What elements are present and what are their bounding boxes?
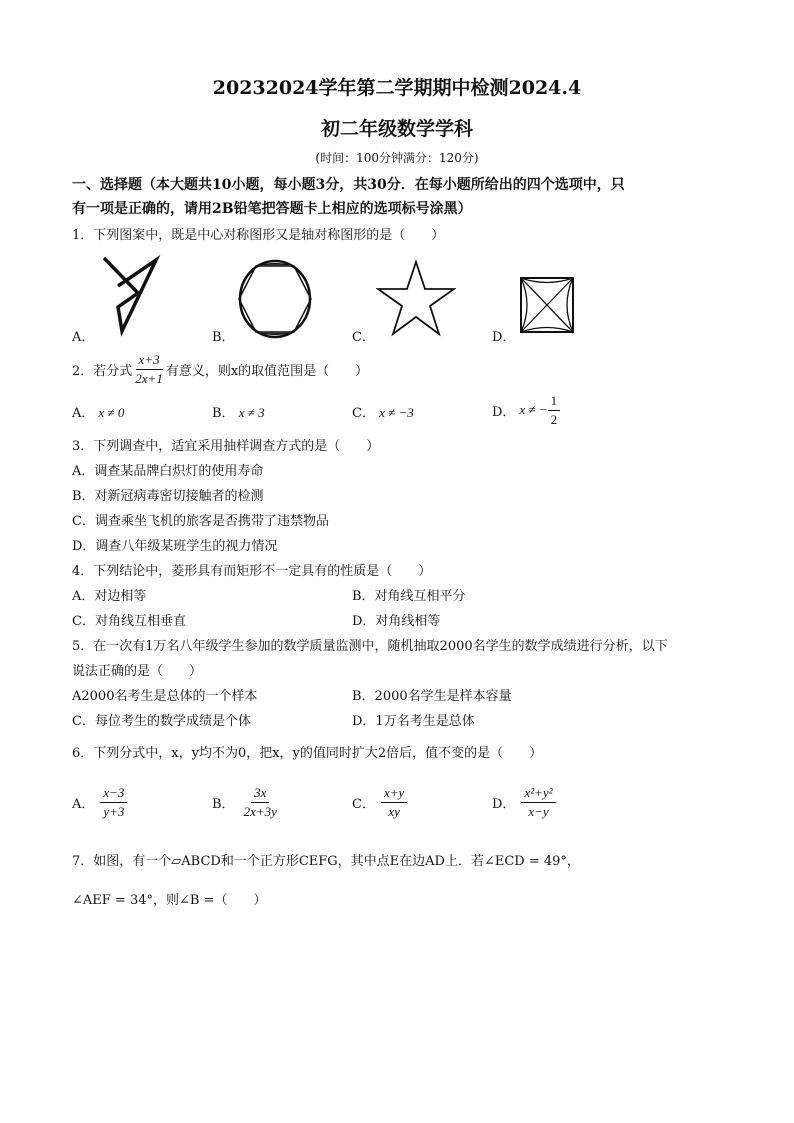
q3-stem: 3．下列调查中，适宜采用抽样调查方式的是（ ） xyxy=(72,439,380,454)
q6-option-c xyxy=(352,782,407,822)
q2-fraction xyxy=(132,353,166,385)
q2-option-d-text: x ≠ − xyxy=(519,402,548,417)
q2-option-b xyxy=(212,402,265,421)
q6-option-b-fraction xyxy=(241,786,280,818)
exam-meta: (时间：100分钟满分：120分) xyxy=(315,151,479,165)
section-heading-line1: 一、选择题（本大题共10小题，每小题3分，共30分．在每小题所给出的四个选项中，只 xyxy=(72,177,625,193)
q2-option-c xyxy=(352,402,414,421)
q6-option-c-fraction xyxy=(381,786,407,818)
q6-option-a-numerator: x−3 xyxy=(100,786,127,803)
q6-option-b-denominator: 2x+3y xyxy=(243,803,277,819)
q2-option-c-label: C． xyxy=(352,406,375,421)
q2-option-b-label: B． xyxy=(212,406,235,421)
q6-option-d-fraction xyxy=(521,786,555,818)
q2-option-d-denominator: 2 xyxy=(550,411,558,427)
q5-option-d: D．1万名考生是总体 xyxy=(352,714,475,729)
q6-option-c-numerator: x+y xyxy=(381,786,407,803)
q5-stem-line2: 说法正确的是（ ） xyxy=(72,664,203,679)
q6-option-b-label: B． xyxy=(212,796,235,812)
q6-option-b-numerator: 3x xyxy=(251,786,269,803)
q6-option-a xyxy=(72,782,127,822)
q5-stem-line1: 5．在一次有1万名八年级学生参加的数学质量监测中，随机抽取2000名学生的数学成绩进行分析，以下 xyxy=(72,639,668,654)
q4-option-a: A．对边相等 xyxy=(72,589,147,604)
q2-stem-suffix: 有意义，则x的取值范围是（ ） xyxy=(165,363,369,379)
q3-option-d: D．调查八年级某班学生的视力情况 xyxy=(72,539,278,554)
q3-option-a: A．调查某品牌白炽灯的使用寿命 xyxy=(72,464,264,479)
q6-option-c-label: C． xyxy=(352,796,375,812)
q1-option-b-label: B． xyxy=(212,330,235,345)
q2-fraction-numerator: x+3 xyxy=(136,353,163,370)
q5-option-c: C．每位考生的数学成绩是个体 xyxy=(72,714,251,729)
q1-figure-a-zigzag-icon xyxy=(100,255,162,337)
q5-option-b: B．2000名学生是样本容量 xyxy=(352,689,512,704)
q4-option-b: B．对角线互相平分 xyxy=(352,589,466,604)
q2-option-d-numerator: 1 xyxy=(548,394,561,411)
page-subtitle: 初二年级数学学科 xyxy=(320,118,473,140)
q6-option-a-fraction xyxy=(100,786,127,818)
q4-option-c: C．对角线互相垂直 xyxy=(72,614,186,629)
q6-option-a-denominator: y+3 xyxy=(103,803,125,819)
q5-option-a: A2000名考生是总体的一个样本 xyxy=(72,689,258,704)
q1-stem: 1．下列图案中，既是中心对称图形又是轴对称图形的是（ ） xyxy=(72,228,445,243)
q2-option-b-text: x ≠ 3 xyxy=(238,405,265,420)
q2-stem xyxy=(72,352,368,386)
q1-figure-d-square-petals-icon xyxy=(518,275,576,335)
q1-option-d-label: D． xyxy=(492,330,516,345)
q1-figure-c-star-icon xyxy=(376,259,456,337)
q3-option-c: C．调查乘坐飞机的旅客是否携带了违禁物品 xyxy=(72,514,329,529)
q6-option-d-denominator: x−y xyxy=(528,803,549,819)
q2-option-a-label: A． xyxy=(72,406,95,421)
q6-option-b xyxy=(212,782,280,822)
q6-stem: 6．下列分式中，x，y均不为0，把x，y的值同时扩大2倍后，值不变的是（ ） xyxy=(72,746,543,761)
q4-option-d: D．对角线相等 xyxy=(352,614,441,629)
q2-option-a-text: x ≠ 0 xyxy=(98,405,125,420)
q7-stem-line1: 7．如图，有一个▱ABCD和一个正方形CEFG，其中点E在边AD上．若∠ECD = 49°， xyxy=(72,854,580,869)
q2-option-d-fraction xyxy=(548,394,561,426)
q6-option-d-numerator: x²+y² xyxy=(521,786,555,803)
q3-option-b: B．对新冠病毒密切接触者的检测 xyxy=(72,489,264,504)
q4-stem: 4．下列结论中，菱形具有而矩形不一定具有的性质是（ ） xyxy=(72,564,432,579)
q6-option-d xyxy=(492,782,556,822)
q7-stem-line2: ∠AEF = 34°，则∠B =（ ） xyxy=(72,893,267,908)
q2-stem-prefix: 2．若分式 xyxy=(72,363,133,379)
q2-option-c-text: x ≠ −3 xyxy=(379,405,414,420)
q2-option-d-label: D． xyxy=(492,404,516,420)
q6-option-a-label: A． xyxy=(72,796,95,812)
q1-option-c-label: C． xyxy=(352,330,375,345)
q6-option-d-label: D． xyxy=(492,796,516,812)
q2-option-d xyxy=(492,390,560,430)
section-heading-line2: 有一项是正确的，请用2B铅笔把答题卡上相应的选项标号涂黑） xyxy=(72,201,472,217)
page-title: 20232024学年第二学期期中检测2024.4 xyxy=(212,77,582,99)
q2-option-a xyxy=(72,402,124,421)
q2-fraction-denominator: 2x+1 xyxy=(135,370,163,386)
q1-option-a-label: A． xyxy=(72,330,95,345)
q6-option-c-denominator: xy xyxy=(388,803,400,819)
q1-figure-b-circle-hexagon-icon xyxy=(237,258,313,340)
